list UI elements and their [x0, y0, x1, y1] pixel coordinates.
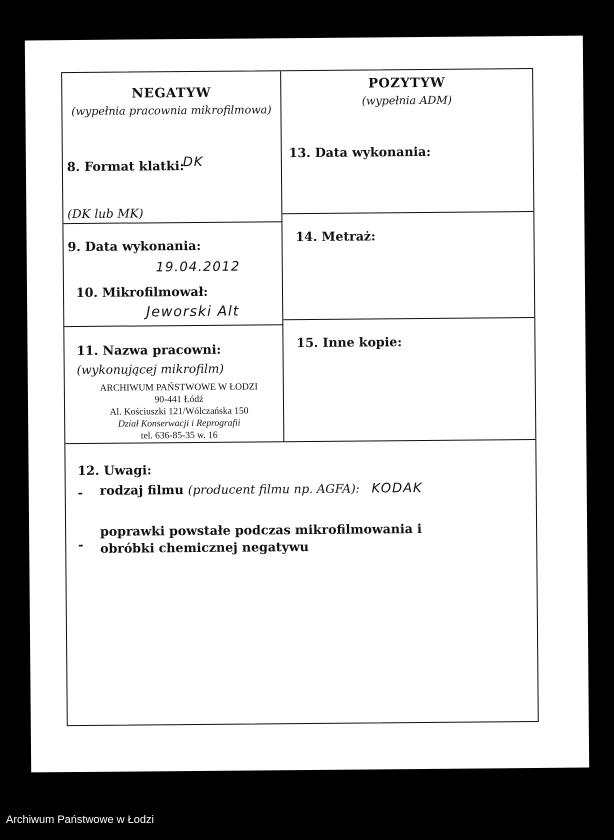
pozytyw-title: POZYTYW	[368, 75, 446, 92]
dash-2: -	[78, 536, 84, 553]
rodzaj-filmu-hint: (producent filmu np. AGFA):	[187, 481, 360, 498]
stamp-line-2: 90-441 Łódź	[154, 394, 204, 406]
negatyw-subtitle: (wypełnia pracownia mikrofilmowa)	[71, 103, 272, 119]
rodzaj-filmu-label: rodzaj filmu	[99, 482, 189, 498]
nazwa-pracowni-label: 11. Nazwa pracowni:	[76, 341, 222, 359]
row-divider-negatyw-1	[63, 221, 282, 224]
dash-1: -	[77, 484, 84, 501]
stamp-line-5: tel. 636-85-35 w. 16	[140, 430, 218, 442]
stamp-line-1: ARCHIWUM PAŃSTWOWE W ŁODZI	[99, 382, 258, 394]
stamp-line-4: Dział Konserwacji i Reprografii	[117, 418, 241, 430]
format-klatki-hint: (DK lub MK)	[67, 206, 144, 222]
negatyw-data-wykonania-label: 9. Data wykonania:	[67, 237, 202, 255]
pozytyw-subtitle: (wypełnia ADM)	[361, 93, 452, 108]
microfilm-form	[61, 68, 539, 726]
stamp-line-3: Al. Kościuszki 121/Wólczańska 150	[109, 406, 249, 418]
rodzaj-filmu-line	[100, 480, 423, 499]
row-divider-pozytyw-2	[283, 317, 534, 320]
format-klatki-value: DK	[182, 154, 204, 171]
footer-archive-name: Archiwum Państwowe w Łodzi	[6, 814, 154, 826]
negatyw-data-wykonania-value: 19.04.2012	[155, 259, 241, 276]
row-divider-pozytyw-1	[282, 211, 533, 214]
mikrofilmowal-signature: Jeworski Alt	[146, 303, 240, 321]
pozytyw-data-wykonania-label: 13. Data wykonania:	[288, 143, 431, 161]
archive-stamp	[75, 381, 284, 443]
inne-kopie-label: 15. Inne kopie:	[296, 334, 403, 351]
mikrofilmowal-label: 10. Mikrofilmował:	[75, 283, 209, 301]
uwagi-label: 12. Uwagi:	[77, 462, 152, 479]
rodzaj-filmu-value: KODAK	[371, 480, 423, 497]
document-sheet	[25, 36, 589, 773]
row-divider-negatyw-2	[64, 324, 283, 327]
format-klatki-label: 8. Format klatki:	[66, 158, 185, 175]
metraz-label: 14. Metraż:	[295, 228, 376, 245]
poprawki-text: poprawki powstałe podczas mikrofilmowania i obróbki chemicznej negatywu	[100, 521, 422, 556]
negatyw-title: NEGATYW	[131, 85, 212, 102]
nazwa-pracowni-hint: (wykonującej mikrofilm)	[76, 361, 225, 378]
